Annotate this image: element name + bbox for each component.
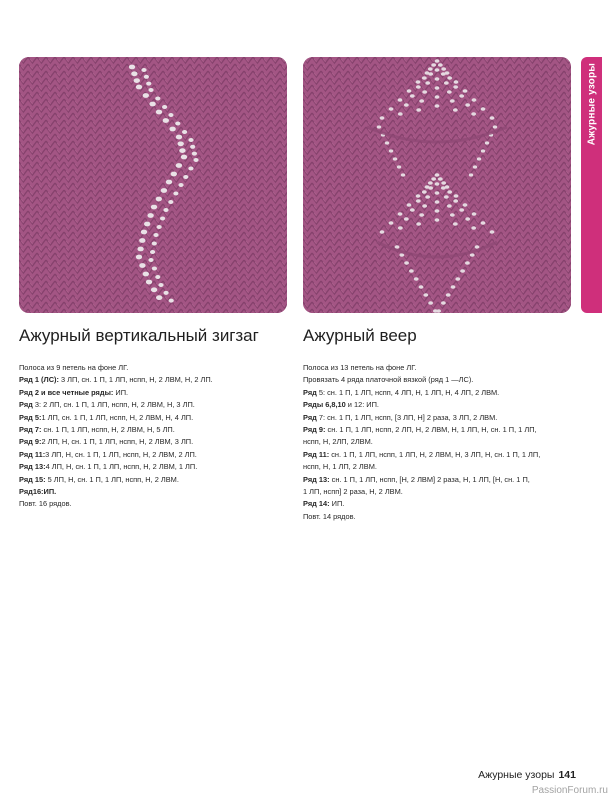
pattern-right-title: Ажурный веер <box>303 326 417 345</box>
row-text: Полоса из 9 петель на фоне ЛГ. <box>19 363 129 372</box>
knit-swatch-vertical-zigzag <box>19 57 287 313</box>
instruction-line <box>19 498 291 510</box>
instruction-line <box>303 486 575 498</box>
row-text: и 12: ИП. <box>345 400 379 410</box>
pattern-left-title: Ажурный вертикальный зигзаг <box>19 326 259 345</box>
swatch-texture-right <box>303 57 571 313</box>
row-text: 1 ЛП, нспп] 2 раза, Н, 2 ЛВМ. <box>303 487 403 497</box>
instruction-line <box>303 449 575 461</box>
row-text: 3 ЛП, сн. 1 П, 1 ЛП, нспп, Н, 2 ЛВМ, Н, 2 ЛП. <box>58 375 213 385</box>
row-text: 7: сн. 1 П, 1 ЛП, нспп, [3 ЛП, Н] 2 раза, 3 ЛП, 2 ЛВМ. <box>316 412 498 422</box>
instruction-line <box>303 424 575 436</box>
pattern-left-instructions <box>19 362 291 511</box>
row-text: сн. 1 П, 1 ЛП, нспп, 1 ЛП, Н, 2 ЛВМ, Н, 3 ЛП, Н, сн. 1 П, 1 ЛП, <box>329 449 541 459</box>
row-label: Ряд 11: <box>19 449 46 459</box>
row-label: Ряд 9: <box>303 425 326 435</box>
instruction-line <box>303 498 575 510</box>
swatch-texture-left <box>19 57 287 313</box>
row-text: ИП. <box>329 499 345 509</box>
page-number: 141 <box>558 769 576 781</box>
row-text: 5 ЛП, Н, сн. 1 П, 1 ЛП, нспп, Н, 2 ЛВМ. <box>45 474 179 484</box>
row-label: Ряд 13: <box>303 474 330 484</box>
row-text: 2 ЛП, Н, сн. 1 П, 1 ЛП, нспп, Н, 2 ЛВМ, 3 ЛП. <box>41 437 194 447</box>
instruction-line <box>303 436 575 448</box>
row-label: Ряд 15: <box>19 474 46 484</box>
row-label: Ряд16:ИП. <box>19 487 57 497</box>
instruction-line <box>303 387 575 399</box>
page-footer <box>478 769 576 781</box>
row-text: Повт. 16 рядов. <box>19 499 72 509</box>
pattern-right-instructions <box>303 362 575 523</box>
section-side-tab-label: Ажурные узоры <box>586 63 597 146</box>
instruction-line <box>19 374 291 386</box>
row-text: 4 ЛП, Н, сн. 1 П, 1 ЛП, нспп, Н, 2 ЛВМ, 1 ЛП. <box>45 462 198 472</box>
row-text: ИП. <box>113 387 129 397</box>
instruction-line <box>19 461 291 473</box>
row-text: 5: сн. 1 П, 1 ЛП, нспп, 4 ЛП, Н, 1 ЛП, Н, 4 ЛП, 2 ЛВМ. <box>316 387 500 397</box>
row-text: сн. 1 П, 1 ЛП, нспп, [Н, 2 ЛВМ] 2 раза, Н, 1 ЛП, [Н, сн. 1 П, <box>329 474 530 484</box>
row-label: Ряд <box>19 400 33 410</box>
row-label: Ряд 13: <box>19 462 46 472</box>
instruction-line <box>19 449 291 461</box>
instruction-line <box>303 412 575 424</box>
instruction-line <box>303 362 575 374</box>
instruction-line <box>19 387 291 399</box>
instruction-line <box>19 362 291 374</box>
row-text: 3 ЛП, Н, сн. 1 П, 1 ЛП, нспп, Н, 2 ЛВМ, 2 ЛП. <box>45 449 197 459</box>
row-label: Ряд 5: <box>19 412 42 422</box>
pattern-left <box>19 326 291 511</box>
row-text: 3: 2 ЛП, сн. 1 П, 1 ЛП, нспп, Н, 2 ЛВМ, Н, 3 ЛП. <box>32 400 195 410</box>
instruction-line <box>303 511 575 523</box>
row-text: Повт. 14 рядов. <box>303 511 356 521</box>
row-label: Ряд 11: <box>303 449 330 459</box>
row-text: 1 ЛП, сн. 1 П, 1 ЛП, нспп, Н, 2 ЛВМ, Н, 4 ЛП. <box>41 412 194 422</box>
instruction-line <box>19 486 291 498</box>
row-text: Полоса из 13 петель на фоне ЛГ. <box>303 363 417 372</box>
row-text: нспп, Н, 2ЛП, 2ЛВМ. <box>303 437 373 447</box>
instruction-line <box>303 461 575 473</box>
row-text: сн. 1 П, 1 ЛП, нспп, 2 ЛП, Н, 2 ЛВМ, Н, 1 ЛП, Н, сн. 1 П, 1 ЛП, <box>325 425 537 435</box>
watermark: PassionForum.ru <box>531 785 608 796</box>
row-label: Ряд 14: <box>303 499 330 509</box>
row-label: Ряды 6,8,10 <box>303 400 346 410</box>
pattern-right <box>303 326 575 523</box>
instruction-line <box>19 399 291 411</box>
section-side-tab <box>581 57 602 313</box>
row-label: Ряд 1 (ЛС): <box>19 375 59 385</box>
instruction-line <box>19 436 291 448</box>
instruction-line <box>19 412 291 424</box>
row-text: сн. 1 П, 1 ЛП, нспп, Н, 2 ЛВМ, Н, 5 ЛП. <box>41 425 175 435</box>
knit-swatch-fan <box>303 57 571 313</box>
row-label: Ряд 9: <box>19 437 42 447</box>
instruction-line <box>19 424 291 436</box>
row-label: Ряд 2 и все четные ряды: <box>19 387 114 397</box>
row-text: Провязать 4 ряда платочной вязкой (ряд 1 —ЛС). <box>303 375 474 385</box>
instruction-line <box>303 399 575 411</box>
row-label: Ряд 7: <box>19 425 42 435</box>
instruction-line <box>303 374 575 386</box>
row-label: Ряд <box>303 387 317 397</box>
row-label: Ряд <box>303 412 317 422</box>
instruction-line <box>19 474 291 486</box>
row-text: нспп, Н, 1 ЛП, 2 ЛВМ. <box>303 462 377 472</box>
instruction-line <box>303 474 575 486</box>
footer-section-name: Ажурные узоры <box>478 769 555 781</box>
